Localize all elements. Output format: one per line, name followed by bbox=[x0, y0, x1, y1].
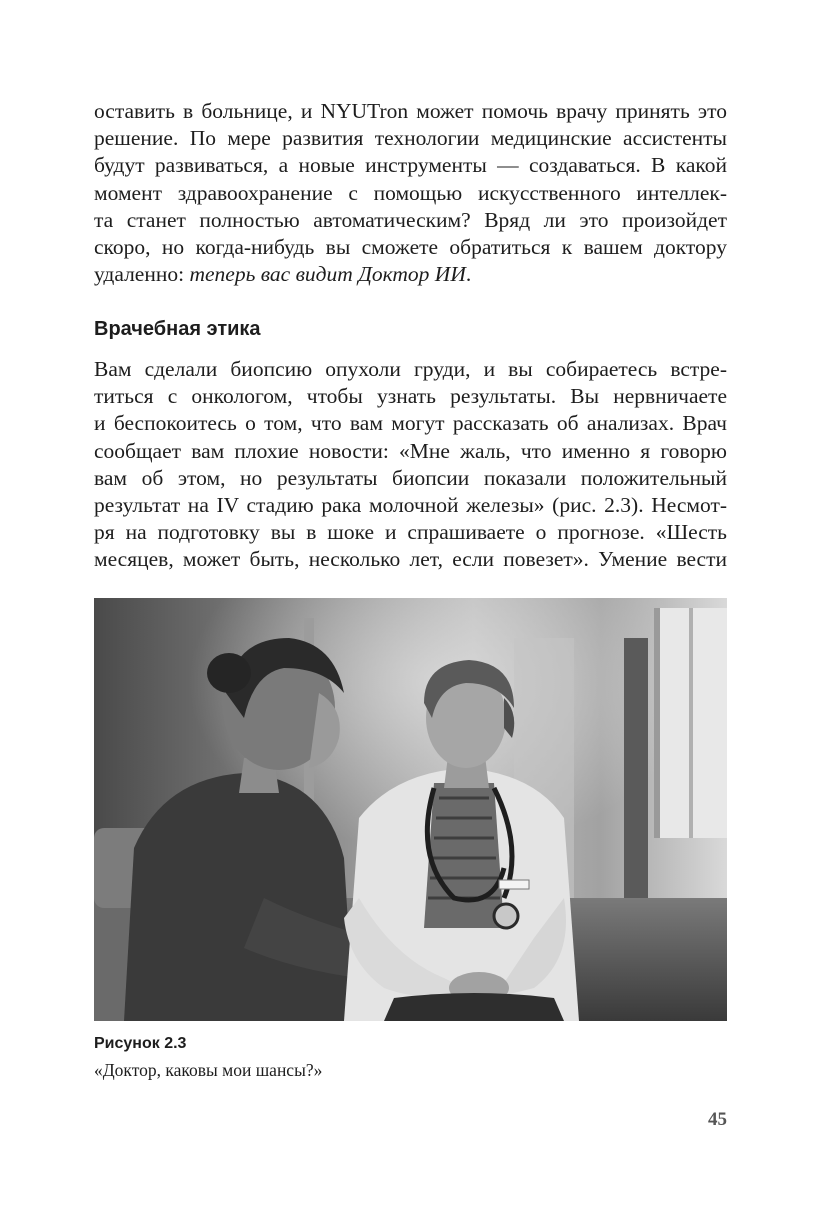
italic-phrase: теперь вас видит Доктор ИИ bbox=[189, 262, 466, 287]
sentence-end: . bbox=[465, 262, 472, 287]
figure-label: Рисунок 2.3 bbox=[94, 1035, 187, 1052]
paragraph-line: титься с онкологом, чтобы узнать результаты. Вы нервничаете bbox=[94, 384, 727, 409]
paragraph-line: та станет полностью автоматическим? Вряд ли это произойдет bbox=[94, 207, 727, 232]
paragraph-line: результат на IV стадию рака молочной железы» (рис. 2.3). Несмот- bbox=[94, 493, 727, 518]
paragraph-line: сообщает вам плохие новости: «Мне жаль, что именно я говорю bbox=[94, 438, 727, 463]
paragraph-line: месяцев, может быть, несколько лет, если повезет». Умение вести bbox=[94, 547, 727, 572]
paragraph-line: оставить в больнице, и NYUTron может помочь врачу принять это bbox=[94, 99, 727, 123]
paragraph-line: скоро, но когда-нибудь вы сможете обратиться к вашем доктору bbox=[94, 235, 727, 260]
book-page bbox=[94, 0, 727, 1211]
body-paragraph-1 bbox=[94, 98, 727, 288]
section-heading: Врачебная этика bbox=[94, 318, 261, 340]
paragraph-line: ря на подготовку вы в шоке и спрашиваете о прогнозе. «Шесть bbox=[94, 520, 727, 545]
paragraph-line: момент здравоохранение с помощью искусственного интеллек- bbox=[94, 180, 727, 205]
paragraph-last-line bbox=[94, 261, 727, 288]
paragraph-line: решение. По мере развития технологии медицинские ассистенты bbox=[94, 126, 727, 151]
paragraph-line: Вам сделали биопсию опухоли груди, и вы собираетесь встре- bbox=[94, 357, 727, 381]
body-paragraph-2 bbox=[94, 356, 727, 574]
page-number: 45 bbox=[708, 1109, 727, 1130]
plain-text: удаленно: bbox=[94, 262, 190, 287]
paragraph-line: будут развиваться, а новые инструменты — создаваться. В какой bbox=[94, 153, 727, 178]
paragraph-line: вам об этом, но результаты биопсии показали положительный bbox=[94, 465, 727, 490]
figure-photo bbox=[94, 598, 727, 1021]
doctor-patient-photo bbox=[94, 598, 727, 1021]
paragraph-line: и беспокоитесь о том, что вам могут рассказать об анализах. Врач bbox=[94, 411, 727, 436]
figure-caption: «Доктор, каковы мои шансы?» bbox=[94, 1060, 323, 1080]
